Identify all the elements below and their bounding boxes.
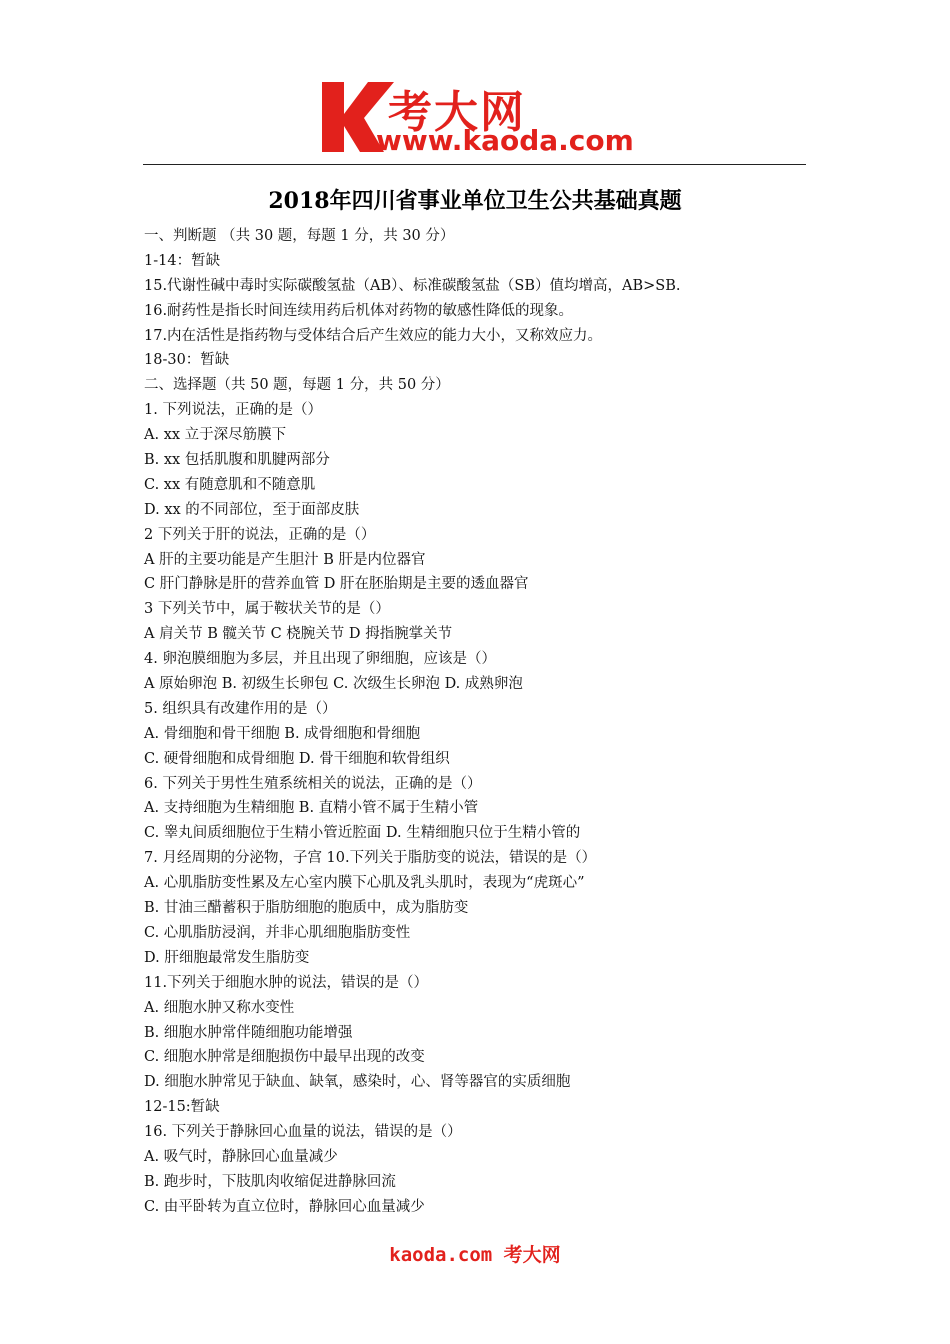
document-title: 2018年四川省事业单位卫生公共基础真题 bbox=[268, 188, 682, 214]
text-line: 11.下列关于细胞水肿的说法，错误的是（） bbox=[144, 974, 429, 991]
text-line: C. xx 有随意肌和不随意肌 bbox=[144, 476, 316, 493]
footer-brand-link[interactable]: kaoda.com 考大网 bbox=[389, 1244, 561, 1266]
text-line: C. 心肌脂肪浸润，并非心肌细胞脂肪变性 bbox=[144, 924, 411, 941]
text-line: B. 细胞水肿常伴随细胞功能增强 bbox=[144, 1024, 353, 1041]
document-body bbox=[144, 224, 824, 1220]
text-line: 16.耐药性是指长时间连续用药后机体对药物的敏感性降低的现象。 bbox=[144, 302, 574, 319]
text-line: 5. 组织具有改建作用的是（） bbox=[144, 700, 337, 717]
kaoda-logo[interactable] bbox=[318, 78, 648, 160]
text-line: D. 肝细胞最常发生脂肪变 bbox=[144, 949, 310, 966]
text-line: C. 硬骨细胞和成骨细胞 D. 骨干细胞和软骨组织 bbox=[144, 750, 450, 767]
text-line: C. 由平卧转为直立位时，静脉回心血量减少 bbox=[144, 1198, 425, 1215]
text-line: A 肩关节 B 髋关节 C 桡腕关节 D 拇指腕掌关节 bbox=[144, 626, 453, 643]
text-line: 一、判断题 （共 30 题，每题 1 分，共 30 分） bbox=[144, 228, 455, 244]
text-line: A. 支持细胞为生精细胞 B. 直精小管不属于生精小管 bbox=[144, 800, 479, 817]
text-line: 12-15:暂缺 bbox=[144, 1099, 220, 1116]
text-line: 2 下列关于肝的说法，正确的是（） bbox=[144, 526, 376, 543]
text-line: C. 细胞水肿常是细胞损伤中最早出现的改变 bbox=[144, 1049, 425, 1066]
text-line: 4. 卵泡膜细胞为多层，并且出现了卵细胞，应该是（） bbox=[144, 651, 496, 668]
logo-url-text: www.kaoda.com bbox=[376, 124, 634, 157]
text-line: 17.内在活性是指药物与受体结合后产生效应的能力大小，又称效应力。 bbox=[144, 327, 603, 344]
header-divider bbox=[143, 164, 806, 165]
text-line: D. xx 的不同部位，至于面部皮肤 bbox=[144, 501, 360, 518]
logo-chinese-text: 考大网 bbox=[388, 87, 526, 138]
text-line: B. 跑步时，下肢肌肉收缩促进静脉回流 bbox=[144, 1173, 396, 1190]
text-line: A 肝的主要功能是产生胆汁 B 肝是内位器官 bbox=[144, 551, 426, 568]
text-line: A 原始卵泡 B. 初级生长卵包 C. 次级生长卵泡 D. 成熟卵泡 bbox=[144, 676, 523, 693]
text-line: C. 睾丸间质细胞位于生精小管近腔面 D. 生精细胞只位于生精小管的 bbox=[144, 825, 581, 842]
text-line: A. 吸气时，静脉回心血量减少 bbox=[144, 1148, 338, 1165]
text-line: A. 细胞水肿又称水变性 bbox=[144, 999, 295, 1016]
text-line: 3 下列关节中，属于鞍状关节的是（） bbox=[144, 601, 390, 618]
text-line: D. 细胞水肿常见于缺血、缺氧，感染时，心、肾等器官的实质细胞 bbox=[144, 1074, 571, 1091]
text-line: B. xx 包括肌腹和肌腱两部分 bbox=[144, 452, 330, 469]
text-line: 二、选择题（共 50 题，每题 1 分，共 50 分） bbox=[144, 377, 450, 394]
text-line: 1-14：暂缺 bbox=[144, 252, 221, 269]
text-line: A. xx 立于深尽筋膜下 bbox=[144, 427, 287, 444]
text-line: A. 心肌脂肪变性累及左心室内膜下心肌及乳头肌时，表现为“虎斑心” bbox=[144, 875, 585, 892]
text-line: 15.代谢性碱中毒时实际碳酸氢盐（AB）、标准碳酸氢盐（SB）值均增高，AB>SB. bbox=[144, 277, 681, 294]
text-line: 18-30：暂缺 bbox=[144, 352, 230, 369]
text-line: 16. 下列关于静脉回心血量的说法，错误的是（） bbox=[144, 1124, 462, 1141]
text-line: 1. 下列说法，正确的是（） bbox=[144, 402, 322, 419]
text-line: C 肝门静脉是肝的营养血管 D 肝在胚胎期是主要的透血器官 bbox=[144, 576, 529, 593]
text-line: A. 骨细胞和骨干细胞 B. 成骨细胞和骨细胞 bbox=[144, 725, 421, 742]
text-line: 6. 下列关于男性生殖系统相关的说法，正确的是（） bbox=[144, 775, 482, 792]
text-line: B. 甘油三醋蓄积于脂肪细胞的胞质中，成为脂肪变 bbox=[144, 900, 469, 917]
text-line: 7. 月经周期的分泌物，子宫 10.下列关于脂肪变的说法，错误的是（） bbox=[144, 850, 597, 867]
